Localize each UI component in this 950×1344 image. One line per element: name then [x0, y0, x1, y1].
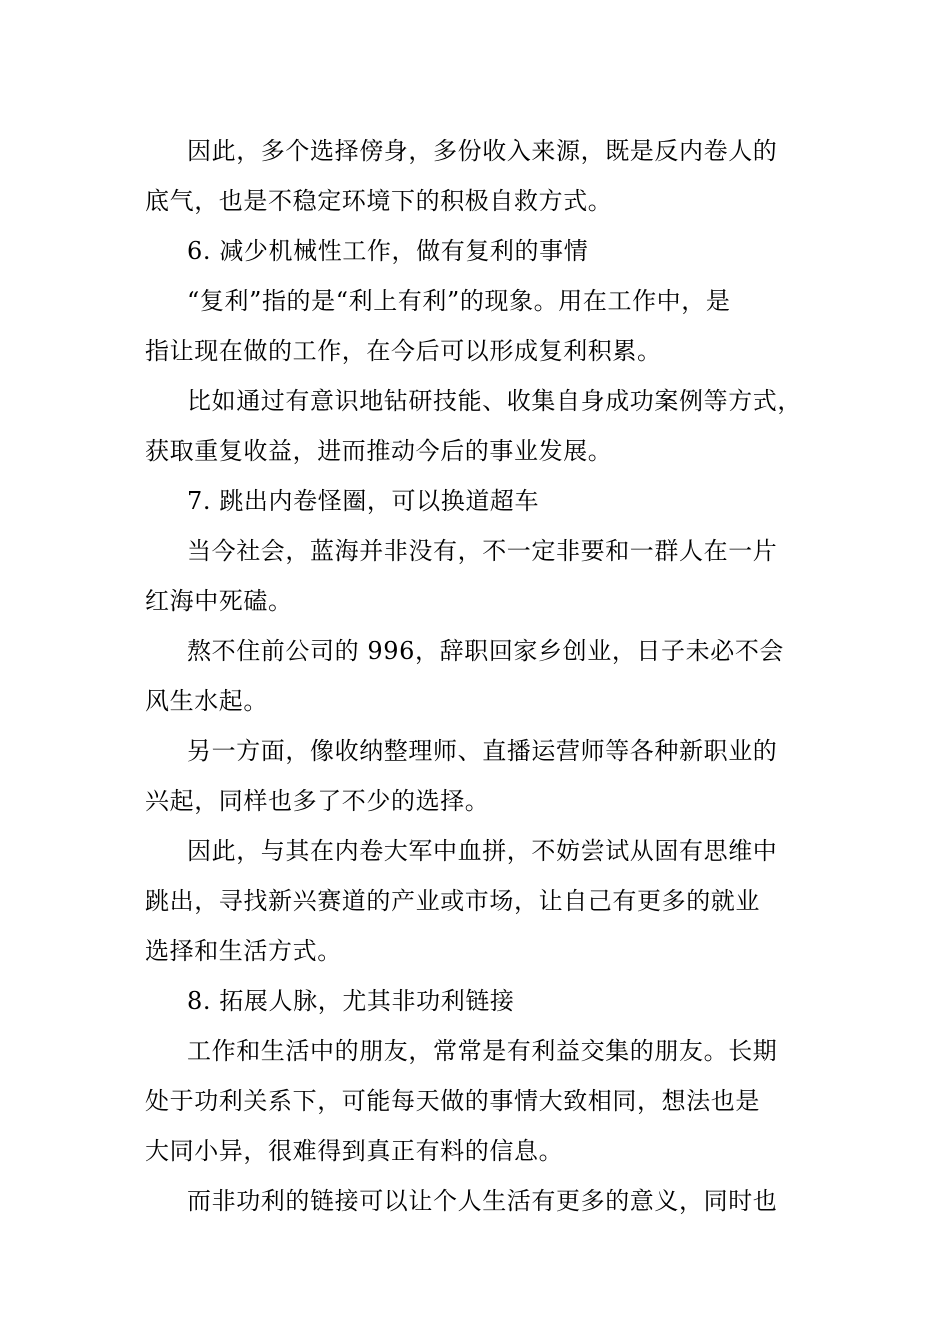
paragraph-line: 工作和生活中的朋友，常常是有利益交集的朋友。长期	[187, 1037, 778, 1065]
paragraph-line: 因此，与其在内卷大军中血拼，不妨尝试从固有思维中	[187, 837, 778, 865]
paragraph-line: 指让现在做的工作，在今后可以形成复利积累。	[145, 337, 662, 365]
paragraph-line: 当今社会，蓝海并非没有，不一定非要和一群人在一片	[187, 537, 778, 565]
paragraph-line: 风生水起。	[145, 687, 268, 715]
paragraph-line: “复利”指的是“利上有利”的现象。用在工作中，是	[187, 287, 731, 315]
paragraph-line: 处于功利关系下，可能每天做的事情大致相同，想法也是	[145, 1087, 760, 1115]
section-heading: 6. 减少机械性工作，做有复利的事情	[187, 237, 589, 265]
paragraph-line: 获取重复收益，进而推动今后的事业发展。	[145, 437, 613, 465]
paragraph-line: 因此，多个选择傍身，多份收入来源，既是反内卷人的	[187, 137, 778, 165]
paragraph-line: 红海中死磕。	[145, 587, 293, 615]
paragraph-line: 跳出，寻找新兴赛道的产业或市场，让自己有更多的就业	[145, 887, 760, 915]
section-heading: 7. 跳出内卷怪圈，可以换道超车	[187, 487, 540, 515]
paragraph-line: 熬不住前公司的 996，辞职回家乡创业，日子未必不会	[187, 637, 785, 665]
paragraph-line: 选择和生活方式。	[145, 937, 342, 965]
paragraph-line: 另一方面，像收纳整理师、直播运营师等各种新职业的	[187, 737, 778, 765]
paragraph-line: 底气，也是不稳定环境下的积极自救方式。	[145, 187, 613, 215]
paragraph-line: 兴起，同样也多了不少的选择。	[145, 787, 490, 815]
paragraph-line: 大同小异，很难得到真正有料的信息。	[145, 1137, 564, 1165]
paragraph-line: 而非功利的链接可以让个人生活有更多的意义，同时也	[187, 1187, 778, 1215]
paragraph-line: 比如通过有意识地钻研技能、收集自身成功案例等方式，	[187, 387, 802, 415]
section-heading: 8. 拓展人脉，尤其非功利链接	[187, 987, 515, 1015]
